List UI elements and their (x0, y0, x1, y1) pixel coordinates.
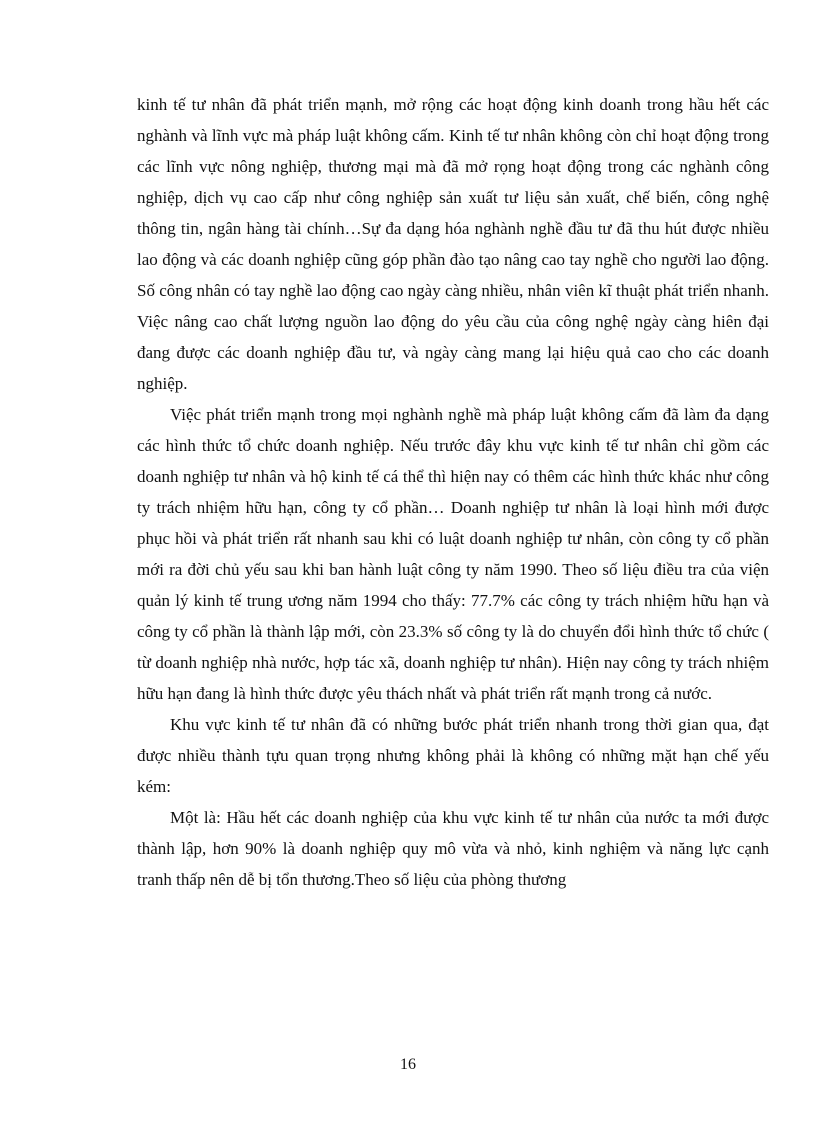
body-text (137, 89, 769, 895)
paragraph-1: kinh tế tư nhân đã phát triển mạnh, mở rộng các hoạt động kinh doanh trong hầu hết các nghành và lĩnh vực mà pháp luật không cấm. Kinh tế tư nhân không còn chỉ hoạt động trong các lĩnh vực nông nghiệp, thương mại mà đã mở rọng hoạt động trong các nghành công nghiệp, dịch vụ cao cấp như công nghiệp sản xuất tư liệu sản xuất, chế biến, công nghệ thông tin, ngân hàng tài chính…Sự đa dạng hóa nghành nghề đầu tư đã thu hút được nhiều lao động và các doanh nghiệp cũng góp phần đào tạo nâng cao tay nghề cho người lao động. Số công nhân có tay nghề lao động cao ngày càng nhiều, nhân viên kĩ thuật phát triển nhanh. Việc nâng cao chất lượng nguồn lao động do yêu cầu của công nghệ ngày càng hiên đại đang được các doanh nghiệp đầu tư, và ngày càng mang lại hiệu quả cao cho các doanh nghiệp. (137, 95, 769, 393)
page-number: 16 (400, 1056, 416, 1073)
paragraph-4: Một là: Hầu hết các doanh nghiệp của khu vực kinh tế tư nhân của nước ta mới được thành lập, hơn 90% là doanh nghiệp quy mô vừa và nhỏ, kinh nghiệm và năng lực cạnh tranh thấp nên dễ bị tổn thương.Theo số liệu của phòng thương (137, 808, 769, 889)
paragraph-2: Việc phát triển mạnh trong mọi nghành nghề mà pháp luật không cấm đã làm đa dạng các hình thức tổ chức doanh nghiệp. Nếu trước đây khu vực kinh tế tư nhân chỉ gồm các doanh nghiệp tư nhân và hộ kinh tế cá thể thì hiện nay có thêm các hình thức khác như công ty trách nhiệm hữu hạn, công ty cổ phần… Doanh nghiệp tư nhân là loại hình mới được phục hồi và phát triển rất nhanh sau khi có luật doanh nghiệp tư nhân, còn công ty cổ phần mới ra đời chủ yếu sau khi ban hành luật công ty năm 1990. Theo số liệu điều tra của viện quản lý kinh tế trung ương năm 1994 cho thấy: 77.7% các công ty trách nhiệm hữu hạn và công ty cổ phần là thành lập mới, còn 23.3% số công ty là do chuyển đổi hình thức tổ chức ( từ doanh nghiệp nhà nước, hợp tác xã, doanh nghiệp tư nhân). Hiện nay công ty trách nhiệm hữu hạn đang là hình thức được yêu thách nhất và phát triển rất mạnh trong cả nước. (137, 405, 769, 703)
paragraph-3: Khu vực kinh tế tư nhân đã có những bước phát triển nhanh trong thời gian qua, đạt được nhiều thành tựu quan trọng nhưng không phải là không có những mặt hạn chế yếu kém: (137, 715, 769, 796)
